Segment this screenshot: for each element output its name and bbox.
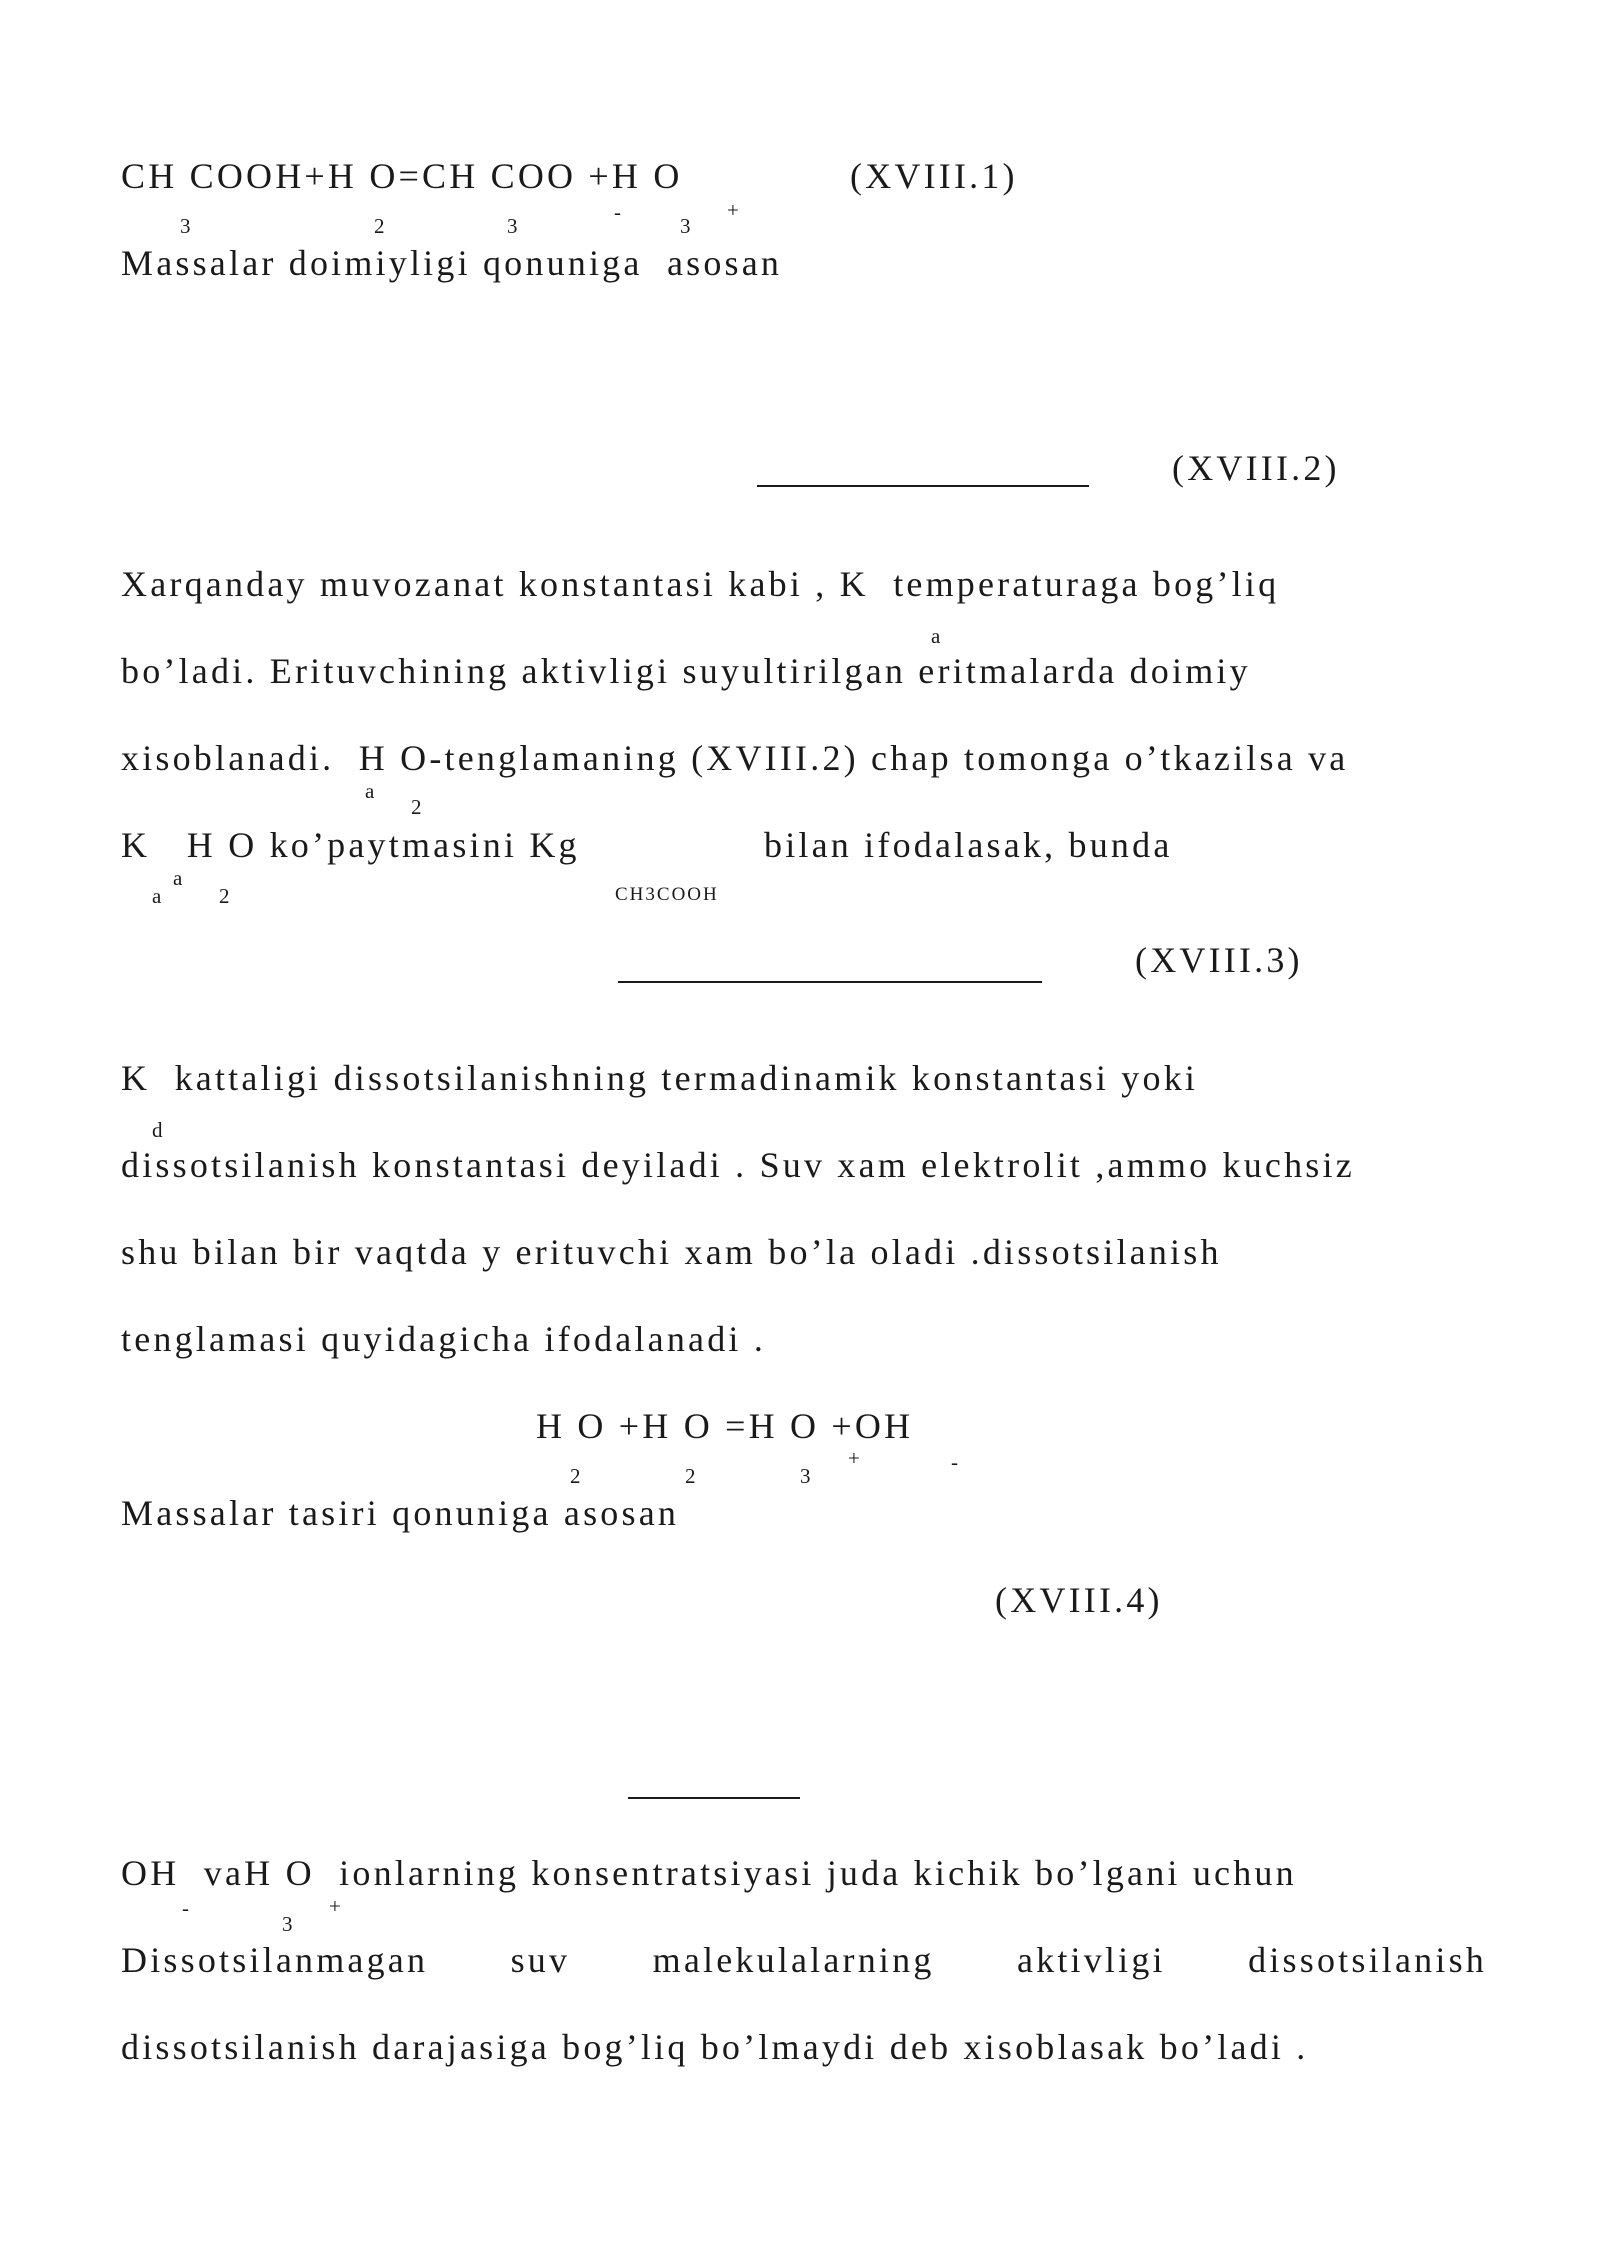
subscript-a: a (931, 624, 941, 648)
subscript-a: a (152, 884, 162, 908)
paragraph-line: shu bilan bir vaqtda y erituvchi xam bo’la oladi .dissotsilanish (121, 1232, 1222, 1272)
equation-label-xviii-3: (XVIII.3) (1135, 940, 1303, 980)
subscript-3: 3 (507, 214, 518, 238)
subscript-2: 2 (411, 795, 422, 819)
paragraph-line: dissotsilanish darajasiga bog’liq bo’lmaydi deb xisoblasak bo’ladi . (121, 2027, 1309, 2067)
equation-label-xviii-4: (XVIII.4) (995, 1580, 1163, 1620)
paragraph-line: tenglamasi quyidagicha ifodalanadi . (121, 1319, 767, 1359)
paragraph-line: bo’ladi. Erituvchining aktivligi suyultirilgan eritmalarda doimiy (121, 651, 1251, 691)
paragraph-line: Massalar doimiyligi qonuniga asosan (121, 243, 783, 283)
equation-water-autoionization: H O +H O =H O +OH (536, 1406, 914, 1446)
paragraph-line: OH vaH O ionlarning konsentratsiyasi juda kichik bo’lgani uchun (121, 1853, 1297, 1893)
subscript-3: 3 (800, 1464, 811, 1488)
subscript-3: 3 (180, 214, 191, 238)
subscript-a: a (365, 779, 375, 803)
superscript-plus: + (329, 1894, 341, 1918)
paragraph-line: bilan ifodalasak, bunda (764, 825, 1173, 865)
paragraph-line: K kattaligi dissotsilanishning termadinamik konstantasi yoki (121, 1058, 1199, 1098)
superscript-minus: - (951, 1450, 958, 1474)
subscript-2: 2 (685, 1464, 696, 1488)
equation-label-xviii-2: (XVIII.2) (1172, 448, 1340, 488)
superscript-a: a (173, 866, 183, 890)
equation-acetic-acid-dissociation: CH COOH+H O=CH COO +H O (121, 156, 683, 196)
subscript-3: 3 (282, 1912, 293, 1936)
subscript-3: 3 (680, 214, 691, 238)
superscript-plus: + (848, 1446, 860, 1470)
superscript-minus: - (182, 1896, 189, 1920)
paragraph-line: dissotsilanish konstantasi deyiladi . Suv xam elektrolit ,ammo kuchsiz (121, 1145, 1355, 1185)
fraction-bar (618, 981, 1042, 983)
word: dissotsilanish (1248, 1940, 1487, 1980)
superscript-plus: + (727, 198, 739, 222)
paragraph-line: Xarqanday muvozanat konstantasi kabi , K temperaturaga bog’liq (121, 564, 1280, 604)
paragraph-line: K H O ko’paytmasini Kg (121, 825, 580, 865)
subscript-ch3cooh: CH3COOH (615, 884, 719, 905)
word: malekulalarning (652, 1940, 935, 1980)
word: suv (510, 1940, 571, 1980)
paragraph-line: xisoblanadi. H O-tenglamaning (XVIII.2) chap tomonga o’tkazilsa va (121, 738, 1349, 778)
word: Dissotsilanmagan (121, 1940, 429, 1980)
subscript-2: 2 (570, 1464, 581, 1488)
subscript-2: 2 (374, 214, 385, 238)
equation-label-xviii-1: (XVIII.1) (850, 156, 1018, 196)
fraction-bar (628, 1797, 800, 1799)
subscript-2: 2 (219, 884, 230, 908)
word: aktivligi (1016, 1940, 1166, 1980)
subscript-d: d (152, 1118, 163, 1142)
superscript-minus: - (614, 200, 621, 224)
fraction-bar (757, 485, 1089, 487)
justified-paragraph-line (121, 1942, 1487, 1978)
paragraph-line: Massalar tasiri qonuniga asosan (121, 1493, 680, 1533)
